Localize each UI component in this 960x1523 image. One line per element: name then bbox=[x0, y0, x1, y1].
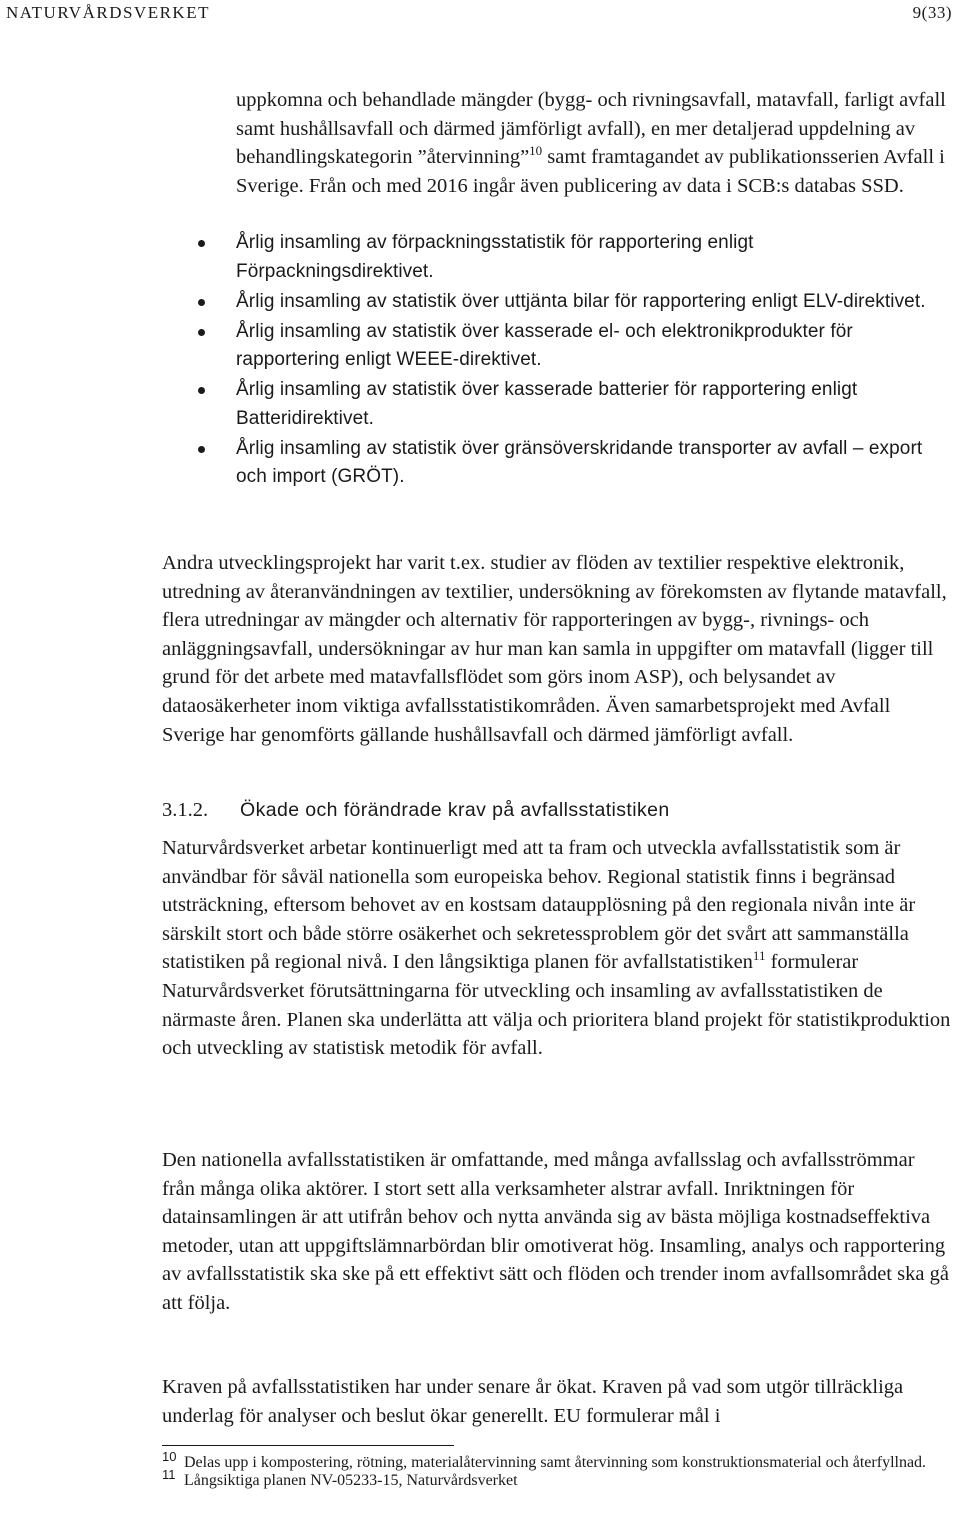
footnote-10 bbox=[162, 1449, 952, 1472]
bullet-icon bbox=[198, 446, 205, 453]
list-item: Årlig insamling av statistik över kasserade el- och elektronikprodukter för rapportering enligt WEEE-direktivet. bbox=[236, 318, 956, 375]
footnote-number: 10 bbox=[162, 1449, 177, 1464]
bullet-icon bbox=[198, 387, 205, 394]
organization-name: NATURVÅRDSVERKET bbox=[6, 3, 210, 22]
bullet-list bbox=[236, 229, 956, 493]
section-number: 3.1.2. bbox=[162, 799, 209, 821]
page-number: 9(33) bbox=[912, 3, 952, 22]
footnote-divider bbox=[162, 1445, 454, 1446]
footnotes bbox=[162, 1449, 952, 1490]
section-title: Ökade och förändrade krav på avfallsstatistiken bbox=[240, 799, 670, 821]
continued-paragraph-text: uppkomna och behandlade mängder (bygg- och rivningsavfall, matavfall, farligt avfall samt hushållsavfall och därmed jämförligt avfall), en mer detaljerad uppdelning av behandlingskategorin ”återvinning” bbox=[236, 89, 946, 169]
page-header bbox=[0, 0, 960, 30]
paragraph-national-statistics: Den nationella avfallsstatistiken är omfattande, med många avfallsslag och avfallsströmmar från många olika aktörer. I stort sett alla verksamheter alstrar avfall. Inriktningen för datainsamlingen är att utifrån behov och nytta använda sig av bästa möjliga kostnadseffektiva metoder, utan att uppgiftslämnarbördan blir omotiverat hög. Insamling, analys och rapportering av avfallsstatistik ska ske på ett effektivt sätt och flöden och trender inom avfallsområdet ska gå att följa. bbox=[162, 1149, 949, 1314]
paragraph-requirements: Kraven på avfallsstatistiken har under senare år ökat. Kraven på vad som utgör tillräckliga underlag för analyser och beslut ökar generellt. EU formulerar mål i bbox=[162, 1376, 904, 1427]
footnote-ref-10[interactable]: 10 bbox=[529, 143, 543, 159]
footnote-11 bbox=[162, 1467, 952, 1490]
bullet-icon bbox=[198, 299, 205, 306]
section-heading bbox=[162, 799, 952, 822]
list-item: Årlig insamling av förpackningsstatistik för rapportering enligt Förpackningsdirektivet. bbox=[236, 229, 956, 286]
paragraph-naturvardsverket: Naturvårdsverket arbetar kontinuerligt med att ta fram och utveckla avfallsstatistik som är användbar för såväl nationella som europeiska behov. Regional statistik finns i begränsad utsträckning, eftersom behovet av en kostsam dataupplösning på den regionala nivån inte är särskilt stort och både större osäkerhet och sekretessproblem gör det svårt att sammanställa statistiken på regional nivå. I den långsiktiga planen för avfallstatistiken$^{11}$ formulerar Naturvårdsverket förutsättningarna för utveckling och insamling av avfallsstatistiken de närmaste åren. Planen ska underlätta att välja och prioritera bland projekt för statistikproduktion och utveckling av statistisk metodik för avfall. bbox=[162, 837, 951, 1060]
bullet-icon bbox=[198, 240, 205, 247]
list-item: Årlig insamling av statistik över uttjänta bilar för rapportering enligt ELV-direktivet. bbox=[236, 288, 956, 317]
list-item: Årlig insamling av statistik över kasserade batterier för rapportering enligt Batteridirektivet. bbox=[236, 376, 956, 433]
footnote-ref-11[interactable]: 11 bbox=[752, 948, 766, 964]
paragraph-development-projects: Andra utvecklingsprojekt har varit t.ex. studier av flöden av textilier respektive elektronik, utredning av återanvändningen av textilier, undersökning av förekomsten av flytande matavfall, flera utredningar av mängder och alternativ för rapporteringen av bygg-, rivnings- och anläggningsavfall, undersökningar av hur man kan samla in uppgifter om matavfall (ligger till grund för det arbete med matavfallsflödet som görs inom ASP), och belysandet av dataosäkerheter inom viktiga avfallsstatistikområden. Även samarbetsprojekt med Avfall Sverige har genomförts gällande hushållsavfall och därmed jämförligt avfall. bbox=[162, 552, 947, 746]
footnote-text: Delas upp i kompostering, rötning, materialåtervinning samt återvinning som konstruktionsmaterial och återfyllnad. bbox=[184, 1454, 927, 1471]
footnote-number: 11 bbox=[162, 1467, 176, 1482]
bullet-icon bbox=[198, 329, 205, 336]
continued-paragraph bbox=[236, 86, 956, 200]
footnote-text: Långsiktiga planen NV-05233-15, Naturvårdsverket bbox=[184, 1472, 518, 1489]
list-item: Årlig insamling av statistik över gränsöverskridande transporter av avfall – export och import (GRÖT). bbox=[236, 435, 956, 492]
continued-paragraph-text-end: samt framtagandet av publikationsserien Avfall i Sverige. Från och med 2016 ingår även publicering av data i SCB:s databas SSD. bbox=[236, 146, 945, 197]
